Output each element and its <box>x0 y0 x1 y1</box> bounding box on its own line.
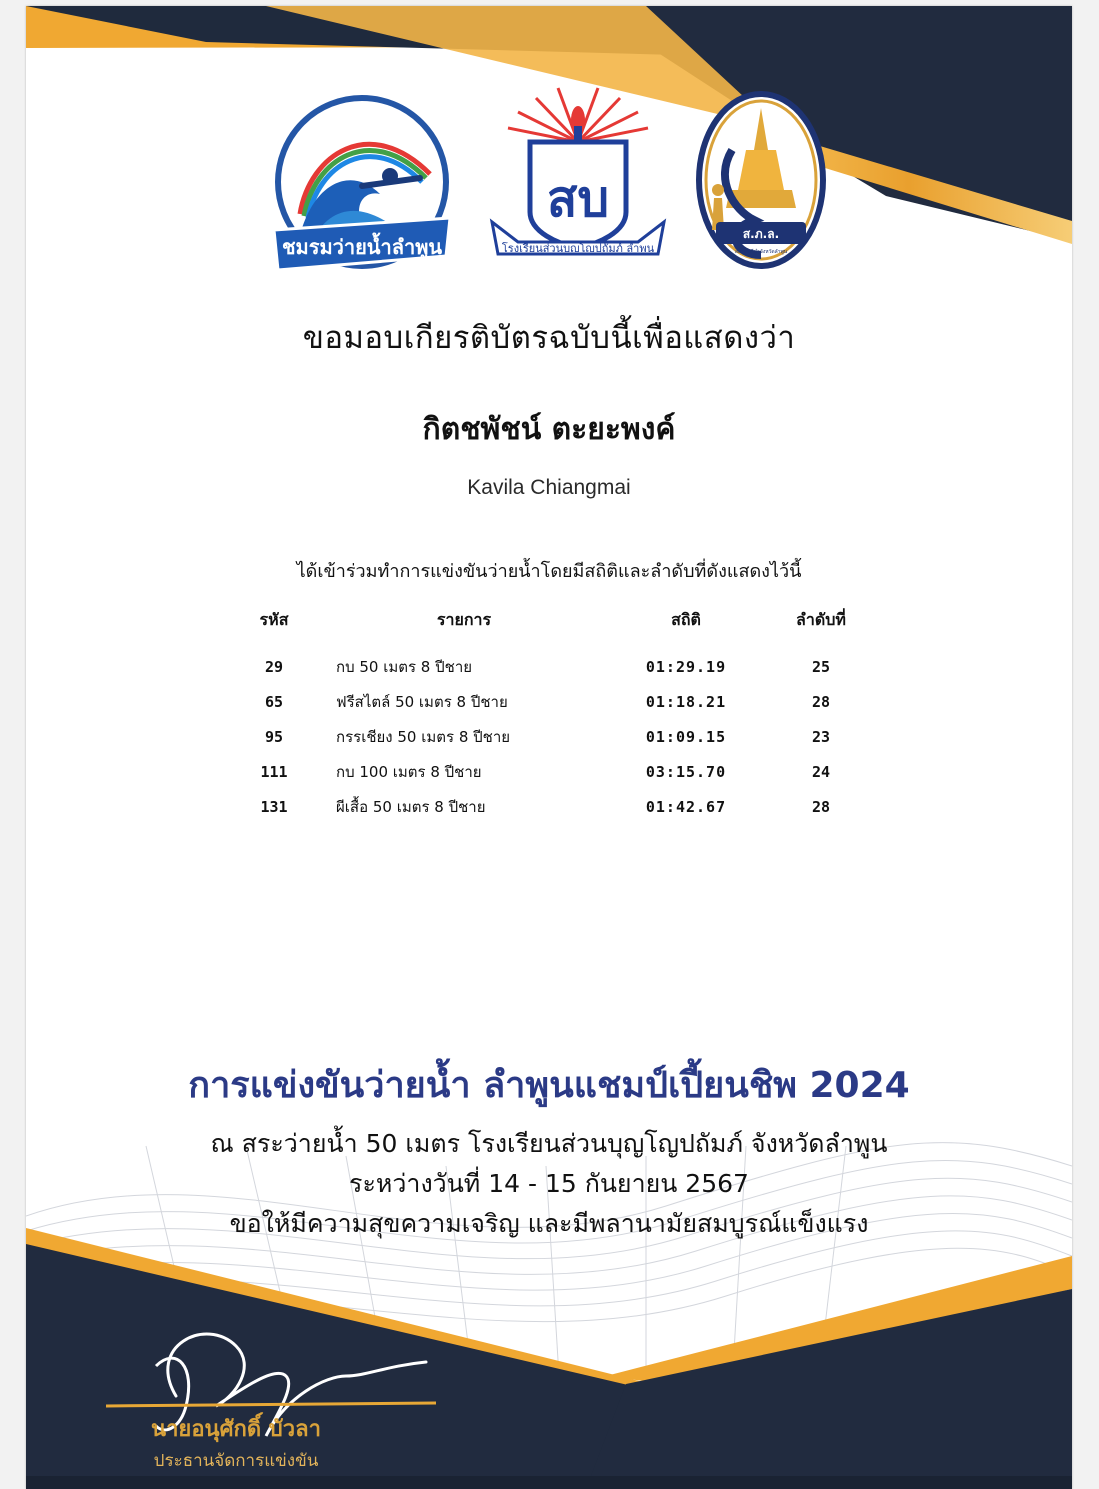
signatory-name: นายอนุศักดิ์ บัวลา <box>151 1417 321 1442</box>
association-logo <box>694 90 828 270</box>
cell-rank: 28 <box>811 797 831 816</box>
school-logo <box>488 82 668 266</box>
header-rank: ลำดับที่ <box>796 609 846 629</box>
table-row <box>226 719 886 754</box>
cell-event: ฟรีสไตล์ 50 เมตร 8 ปีชาย <box>336 692 508 711</box>
cell-code: 95 <box>264 727 284 746</box>
participation-statement: ได้เข้าร่วมทำการแข่งขันว่ายน้ำโดยมีสถิติและลำดับที่ดังแสดงไว้นี้ <box>296 561 802 582</box>
table-row <box>226 649 886 684</box>
cell-code: 131 <box>260 797 288 816</box>
table-row <box>226 684 886 719</box>
header-code: รหัส <box>259 609 289 629</box>
certificate-sheet <box>26 6 1072 1489</box>
school-logo-letters: สบ <box>546 170 610 228</box>
swim-club-logo-text: ชมรมว่ายน้ำลำพูน <box>281 235 443 259</box>
club-name: Kavila Chiangmai <box>467 476 631 499</box>
recipient-name: กิตชพัชน์ ตะยะพงค์ <box>422 412 676 447</box>
header-event: รายการ <box>436 609 492 629</box>
cell-time: 01:09.15 <box>645 727 727 746</box>
event-dates: ระหว่างวันที่ 14 - 15 กันยายน 2567 <box>349 1169 749 1198</box>
results-header-row <box>226 603 886 637</box>
cell-time: 03:15.70 <box>645 762 727 781</box>
cell-event: กบ 100 เมตร 8 ปีชาย <box>336 762 482 781</box>
cell-code: 111 <box>260 762 288 781</box>
cell-rank: 23 <box>811 727 831 746</box>
association-logo-text: สมาคมกีฬาจังหวัดลำพูน <box>734 249 788 255</box>
event-venue: ณ สระว่ายน้ำ 50 เมตร โรงเรียนส่วนบุญโญปถัมภ์ จังหวัดลำพูน <box>210 1129 888 1158</box>
swim-club-logo <box>270 94 454 280</box>
cell-rank: 25 <box>811 657 831 676</box>
school-logo-text: โรงเรียนส่วนบุญโญปถัมภ์ ลำพูน <box>501 242 655 255</box>
event-title: การแข่งขันว่ายน้ำ ลำพูนแชมป์เปี้ยนชิพ 2024 <box>188 1065 910 1106</box>
cell-rank: 24 <box>811 762 831 781</box>
table-row <box>226 789 886 824</box>
cell-code: 29 <box>264 657 284 676</box>
cell-time: 01:18.21 <box>645 692 727 711</box>
cell-rank: 28 <box>811 692 831 711</box>
cell-code: 65 <box>264 692 284 711</box>
association-logo-letters: ส.ภ.ล. <box>742 227 780 241</box>
table-row <box>226 754 886 789</box>
header-time: สถิติ <box>671 609 701 629</box>
cell-event: กรรเชียง 50 เมตร 8 ปีชาย <box>336 727 511 746</box>
cell-event: กบ 50 เมตร 8 ปีชาย <box>336 657 473 676</box>
certificate-headline: ขอมอบเกียรติบัตรฉบับนี้เพื่อแสดงว่า <box>302 320 796 356</box>
cell-time: 01:29.19 <box>645 657 727 676</box>
event-wishes: ขอให้มีความสุขความเจริญ และมีพลานามัยสมบูรณ์แข็งแรง <box>229 1209 869 1238</box>
cell-time: 01:42.67 <box>645 797 727 816</box>
signatory-title: ประธานจัดการแข่งขัน <box>153 1451 319 1471</box>
cell-event: ผีเสื้อ 50 เมตร 8 ปีชาย <box>336 797 486 816</box>
results-table <box>226 603 886 824</box>
